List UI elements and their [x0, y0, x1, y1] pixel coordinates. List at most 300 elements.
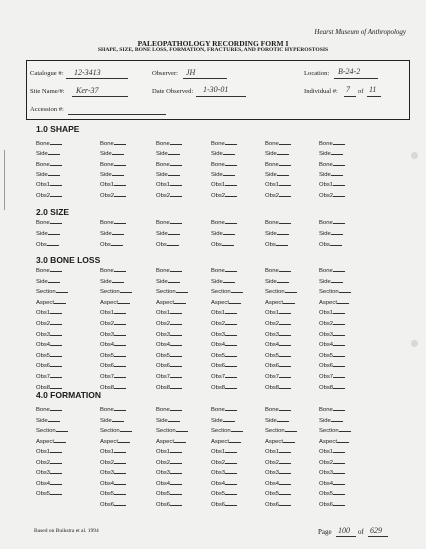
field-blank[interactable]: [225, 377, 237, 378]
formation-field: [36, 460, 62, 466]
field-blank[interactable]: [225, 494, 237, 495]
individual-field-line[interactable]: [344, 96, 356, 97]
date-label: Date Observed:: [152, 88, 194, 95]
field-blank[interactable]: [170, 505, 182, 506]
field-blank[interactable]: [47, 245, 59, 246]
field-blank[interactable]: [48, 234, 60, 235]
field-blank[interactable]: [279, 196, 291, 197]
shape-field: [265, 193, 291, 199]
field-blank[interactable]: [50, 223, 62, 224]
bone-loss-field: [36, 321, 62, 327]
field-blank[interactable]: [112, 234, 124, 235]
field-blank[interactable]: [50, 313, 62, 314]
formation-field: [100, 470, 126, 476]
field-blank[interactable]: [170, 313, 182, 314]
field-blank[interactable]: [333, 335, 345, 336]
field-blank[interactable]: [50, 410, 62, 411]
size-field: [211, 231, 235, 237]
field-blank[interactable]: [279, 185, 291, 186]
field-blank[interactable]: [333, 505, 345, 506]
field-blank[interactable]: [229, 442, 241, 443]
field-blank[interactable]: [50, 494, 62, 495]
field-blank[interactable]: [225, 452, 237, 453]
field-label: Bone: [265, 161, 279, 168]
field-blank[interactable]: [168, 234, 180, 235]
field-blank[interactable]: [333, 410, 345, 411]
field-blank[interactable]: [337, 442, 349, 443]
shape-field: [36, 182, 62, 188]
field-blank[interactable]: [170, 335, 182, 336]
field-blank[interactable]: [333, 452, 345, 453]
field-blank[interactable]: [118, 303, 130, 304]
field-blank[interactable]: [333, 144, 345, 145]
field-blank[interactable]: [223, 421, 235, 422]
formation-field: [100, 491, 126, 497]
field-label: Obs1: [265, 310, 280, 317]
field-blank[interactable]: [114, 324, 126, 325]
field-blank[interactable]: [331, 421, 343, 422]
field-blank[interactable]: [225, 223, 237, 224]
field-blank[interactable]: [50, 356, 62, 357]
field-blank[interactable]: [229, 303, 241, 304]
field-blank[interactable]: [174, 442, 186, 443]
field-blank[interactable]: [225, 313, 237, 314]
field-blank[interactable]: [283, 442, 295, 443]
field-blank[interactable]: [279, 324, 291, 325]
field-blank[interactable]: [114, 165, 126, 166]
field-blank[interactable]: [114, 185, 126, 186]
field-label: Bone: [156, 220, 170, 226]
field-label: Obs4: [100, 480, 115, 487]
date-value[interactable]: 1-30-01: [203, 85, 229, 94]
field-blank[interactable]: [50, 144, 62, 145]
field-label: Side: [265, 230, 277, 237]
shape-field: [100, 162, 126, 168]
field-blank[interactable]: [285, 292, 297, 293]
field-blank[interactable]: [333, 313, 345, 314]
size-field: [319, 220, 345, 226]
field-label: Side: [319, 151, 331, 158]
field-blank[interactable]: [56, 431, 68, 432]
formation-field: [265, 449, 291, 455]
field-blank[interactable]: [120, 431, 132, 432]
field-label: Section: [319, 428, 339, 434]
field-label: Side: [36, 417, 48, 424]
page-field-line[interactable]: [336, 536, 356, 537]
field-blank[interactable]: [50, 345, 62, 346]
field-blank[interactable]: [114, 484, 126, 485]
field-blank[interactable]: [170, 271, 182, 272]
field-label: Side: [211, 151, 223, 158]
source-note: Based on Buikstra et al. 1994: [34, 528, 99, 534]
size-field: [319, 231, 343, 237]
field-blank[interactable]: [225, 345, 237, 346]
field-blank[interactable]: [331, 175, 343, 176]
field-blank[interactable]: [114, 356, 126, 357]
field-blank[interactable]: [112, 282, 124, 283]
field-blank[interactable]: [56, 292, 68, 293]
field-blank[interactable]: [170, 144, 182, 145]
field-blank[interactable]: [170, 484, 182, 485]
field-blank[interactable]: [333, 463, 345, 464]
location-field-line[interactable]: [334, 78, 378, 79]
field-label: Obs5: [319, 352, 334, 359]
field-blank[interactable]: [279, 505, 291, 506]
field-label: Obs2: [265, 321, 280, 327]
field-blank[interactable]: [112, 421, 124, 422]
field-label: Bone: [319, 161, 333, 168]
field-blank[interactable]: [279, 144, 291, 145]
formation-field: [100, 481, 126, 487]
field-blank[interactable]: [170, 494, 182, 495]
field-blank[interactable]: [333, 185, 345, 186]
field-blank[interactable]: [48, 421, 60, 422]
field-blank[interactable]: [50, 165, 62, 166]
formation-field: [211, 439, 241, 445]
field-blank[interactable]: [276, 245, 288, 246]
field-label: Side: [156, 417, 168, 424]
field-blank[interactable]: [50, 473, 62, 474]
field-label: Obs4: [211, 342, 226, 349]
field-blank[interactable]: [225, 505, 237, 506]
formation-field: [156, 418, 180, 424]
field-blank[interactable]: [170, 452, 182, 453]
size-field: [36, 242, 59, 248]
field-blank[interactable]: [114, 505, 126, 506]
field-blank[interactable]: [170, 196, 182, 197]
field-blank[interactable]: [279, 366, 291, 367]
formation-field: [211, 449, 237, 455]
field-blank[interactable]: [111, 245, 123, 246]
field-blank[interactable]: [54, 442, 66, 443]
field-blank[interactable]: [330, 245, 342, 246]
page-value[interactable]: 100: [338, 526, 350, 535]
field-blank[interactable]: [174, 303, 186, 304]
formation-field: [211, 502, 237, 508]
bone-loss-field: [265, 289, 297, 295]
field-label: Bone: [36, 161, 50, 168]
field-blank[interactable]: [333, 494, 345, 495]
field-blank[interactable]: [337, 303, 349, 304]
field-blank[interactable]: [112, 175, 124, 176]
field-blank[interactable]: [279, 452, 291, 453]
field-blank[interactable]: [223, 234, 235, 235]
field-label: Obs4: [100, 342, 115, 349]
field-blank[interactable]: [331, 234, 343, 235]
field-blank[interactable]: [231, 292, 243, 293]
field-label: Bone: [36, 220, 50, 226]
field-blank[interactable]: [48, 282, 60, 283]
field-blank[interactable]: [333, 484, 345, 485]
field-blank[interactable]: [279, 494, 291, 495]
observer-field-line[interactable]: [183, 78, 227, 79]
bone-loss-field: [265, 363, 291, 369]
field-blank[interactable]: [339, 431, 351, 432]
field-blank[interactable]: [50, 196, 62, 197]
field-label: Obs1: [156, 310, 171, 317]
field-label: Section: [100, 289, 120, 296]
field-blank[interactable]: [114, 377, 126, 378]
field-label: Obs3: [156, 470, 171, 476]
field-blank[interactable]: [168, 282, 180, 283]
field-label: Bone: [100, 407, 114, 413]
field-blank[interactable]: [279, 313, 291, 314]
catalogue-field-line[interactable]: [66, 78, 128, 79]
field-blank[interactable]: [225, 463, 237, 464]
shape-field: [100, 172, 124, 178]
field-label: Section: [211, 428, 231, 434]
location-value[interactable]: B-24-2: [338, 67, 361, 76]
bone-loss-field: [211, 310, 237, 316]
field-label: Obs1: [211, 182, 226, 189]
field-label: Obs4: [156, 480, 171, 487]
bone-loss-field: [156, 332, 182, 338]
field-blank[interactable]: [50, 388, 62, 389]
field-blank[interactable]: [225, 366, 237, 367]
field-blank[interactable]: [277, 175, 289, 176]
field-blank[interactable]: [50, 463, 62, 464]
formation-field: [265, 407, 291, 413]
field-blank[interactable]: [225, 196, 237, 197]
field-blank[interactable]: [225, 185, 237, 186]
field-blank[interactable]: [277, 234, 289, 235]
shape-field: [319, 151, 343, 157]
bone-loss-field: [156, 289, 188, 295]
formation-field: [100, 502, 126, 508]
field-blank[interactable]: [279, 410, 291, 411]
bone-loss-field: [156, 374, 182, 380]
bone-loss-field: [100, 363, 126, 369]
field-blank[interactable]: [279, 335, 291, 336]
field-blank[interactable]: [225, 484, 237, 485]
field-blank[interactable]: [176, 292, 188, 293]
field-blank[interactable]: [50, 484, 62, 485]
field-blank[interactable]: [283, 303, 295, 304]
field-blank[interactable]: [170, 185, 182, 186]
field-blank[interactable]: [114, 335, 126, 336]
field-blank[interactable]: [170, 473, 182, 474]
field-blank[interactable]: [114, 223, 126, 224]
field-blank[interactable]: [170, 377, 182, 378]
field-blank[interactable]: [114, 473, 126, 474]
field-blank[interactable]: [279, 165, 291, 166]
field-blank[interactable]: [114, 410, 126, 411]
field-blank[interactable]: [170, 410, 182, 411]
formation-field: [265, 470, 291, 476]
field-blank[interactable]: [50, 377, 62, 378]
field-label: Aspect: [319, 438, 338, 445]
individual-total[interactable]: 11: [369, 85, 377, 94]
field-blank[interactable]: [333, 271, 345, 272]
field-blank[interactable]: [225, 335, 237, 336]
field-label: Bone: [36, 141, 50, 147]
field-blank[interactable]: [170, 463, 182, 464]
field-blank[interactable]: [48, 175, 60, 176]
bone-loss-field: [319, 310, 345, 316]
field-blank[interactable]: [223, 175, 235, 176]
field-blank[interactable]: [170, 324, 182, 325]
field-label: Section: [100, 428, 120, 434]
field-blank[interactable]: [170, 345, 182, 346]
formation-field: [319, 460, 345, 466]
field-label: Section: [319, 289, 339, 296]
page-total[interactable]: 629: [370, 526, 382, 535]
accession-field-line[interactable]: [68, 114, 166, 115]
field-blank[interactable]: [333, 377, 345, 378]
field-label: Obs2: [319, 459, 334, 466]
field-label: Bone: [319, 220, 333, 226]
field-label: Obs2: [265, 459, 280, 466]
site-value[interactable]: Ker-37: [76, 86, 99, 95]
field-label: Bone: [319, 268, 333, 274]
field-blank[interactable]: [114, 452, 126, 453]
field-blank[interactable]: [223, 154, 235, 155]
field-blank[interactable]: [112, 154, 124, 155]
field-blank[interactable]: [170, 356, 182, 357]
field-blank[interactable]: [333, 196, 345, 197]
field-blank[interactable]: [277, 421, 289, 422]
field-blank[interactable]: [114, 196, 126, 197]
site-field-line[interactable]: [72, 96, 128, 97]
formation-field: [319, 418, 343, 424]
field-blank[interactable]: [333, 223, 345, 224]
field-label: Side: [211, 417, 223, 424]
field-blank[interactable]: [222, 245, 234, 246]
field-label: Bone: [211, 268, 225, 274]
field-blank[interactable]: [279, 473, 291, 474]
bone-loss-field: [319, 268, 345, 274]
field-blank[interactable]: [277, 282, 289, 283]
field-blank[interactable]: [277, 154, 289, 155]
field-label: Obs5: [36, 352, 51, 359]
field-label: Obs4: [265, 480, 280, 487]
field-blank[interactable]: [120, 292, 132, 293]
field-blank[interactable]: [225, 144, 237, 145]
field-blank[interactable]: [225, 388, 237, 389]
field-blank[interactable]: [223, 282, 235, 283]
field-blank[interactable]: [333, 473, 345, 474]
field-blank[interactable]: [279, 356, 291, 357]
bone-loss-field: [265, 279, 289, 285]
field-blank[interactable]: [333, 356, 345, 357]
field-blank[interactable]: [168, 175, 180, 176]
field-blank[interactable]: [168, 421, 180, 422]
field-blank[interactable]: [118, 442, 130, 443]
field-blank[interactable]: [279, 377, 291, 378]
field-blank[interactable]: [279, 463, 291, 464]
field-blank[interactable]: [225, 356, 237, 357]
shape-field: [211, 151, 235, 157]
field-blank[interactable]: [114, 345, 126, 346]
shape-field: [211, 162, 237, 168]
field-blank[interactable]: [50, 324, 62, 325]
field-blank[interactable]: [170, 223, 182, 224]
formation-field: [265, 481, 291, 487]
formation-field: [319, 491, 345, 497]
field-blank[interactable]: [168, 154, 180, 155]
field-blank[interactable]: [50, 452, 62, 453]
field-blank[interactable]: [50, 335, 62, 336]
shape-field: [319, 172, 343, 178]
field-label: Obs5: [156, 352, 171, 359]
bone-loss-field: [100, 342, 126, 348]
field-blank[interactable]: [333, 324, 345, 325]
field-blank[interactable]: [114, 463, 126, 464]
field-blank[interactable]: [333, 345, 345, 346]
field-blank[interactable]: [50, 366, 62, 367]
observer-value[interactable]: JH: [186, 68, 196, 77]
field-blank[interactable]: [279, 484, 291, 485]
field-blank[interactable]: [50, 185, 62, 186]
field-blank[interactable]: [167, 245, 179, 246]
museum-name: Hearst Museum of Anthropology: [314, 28, 406, 36]
field-blank[interactable]: [285, 431, 297, 432]
field-label: Obs1: [100, 310, 115, 317]
field-blank[interactable]: [225, 473, 237, 474]
bone-loss-field: [36, 332, 62, 338]
field-blank[interactable]: [114, 144, 126, 145]
field-blank[interactable]: [114, 271, 126, 272]
section-bone-loss-title: 3.0 BONE LOSS: [36, 255, 101, 265]
field-blank[interactable]: [48, 154, 60, 155]
field-blank[interactable]: [50, 271, 62, 272]
field-label: Obs4: [319, 480, 334, 487]
individual-total-line[interactable]: [367, 96, 381, 97]
field-blank[interactable]: [170, 388, 182, 389]
field-blank[interactable]: [279, 345, 291, 346]
formation-field: [100, 407, 126, 413]
field-blank[interactable]: [279, 223, 291, 224]
field-blank[interactable]: [225, 324, 237, 325]
field-blank[interactable]: [225, 410, 237, 411]
field-blank[interactable]: [114, 388, 126, 389]
field-blank[interactable]: [333, 366, 345, 367]
field-blank[interactable]: [170, 366, 182, 367]
individual-value[interactable]: 7: [346, 85, 350, 94]
field-blank[interactable]: [279, 271, 291, 272]
field-blank[interactable]: [333, 165, 345, 166]
section-size-title: 2.0 SIZE: [36, 207, 70, 217]
field-blank[interactable]: [176, 431, 188, 432]
date-field-line[interactable]: [196, 96, 246, 97]
field-blank[interactable]: [331, 282, 343, 283]
field-label: Obs5: [100, 352, 115, 359]
formation-field: [156, 449, 182, 455]
field-blank[interactable]: [114, 494, 126, 495]
field-blank[interactable]: [339, 292, 351, 293]
field-label: Bone: [36, 268, 50, 274]
field-label: Obs6: [156, 363, 171, 370]
catalogue-value[interactable]: 12-3413: [74, 68, 101, 77]
field-blank[interactable]: [225, 165, 237, 166]
field-label: Obs2: [319, 192, 334, 199]
field-blank[interactable]: [279, 388, 291, 389]
formation-field: [265, 428, 297, 434]
field-blank[interactable]: [331, 154, 343, 155]
field-blank[interactable]: [114, 313, 126, 314]
field-label: Obs8: [36, 384, 51, 391]
field-blank[interactable]: [54, 303, 66, 304]
page-total-line[interactable]: [368, 536, 388, 537]
field-blank[interactable]: [114, 366, 126, 367]
formation-field: [319, 502, 345, 508]
field-blank[interactable]: [231, 431, 243, 432]
field-blank[interactable]: [225, 271, 237, 272]
field-blank[interactable]: [170, 165, 182, 166]
section-shape-title: 1.0 SHAPE: [36, 124, 80, 134]
field-blank[interactable]: [333, 388, 345, 389]
field-label: Bone: [265, 141, 279, 147]
